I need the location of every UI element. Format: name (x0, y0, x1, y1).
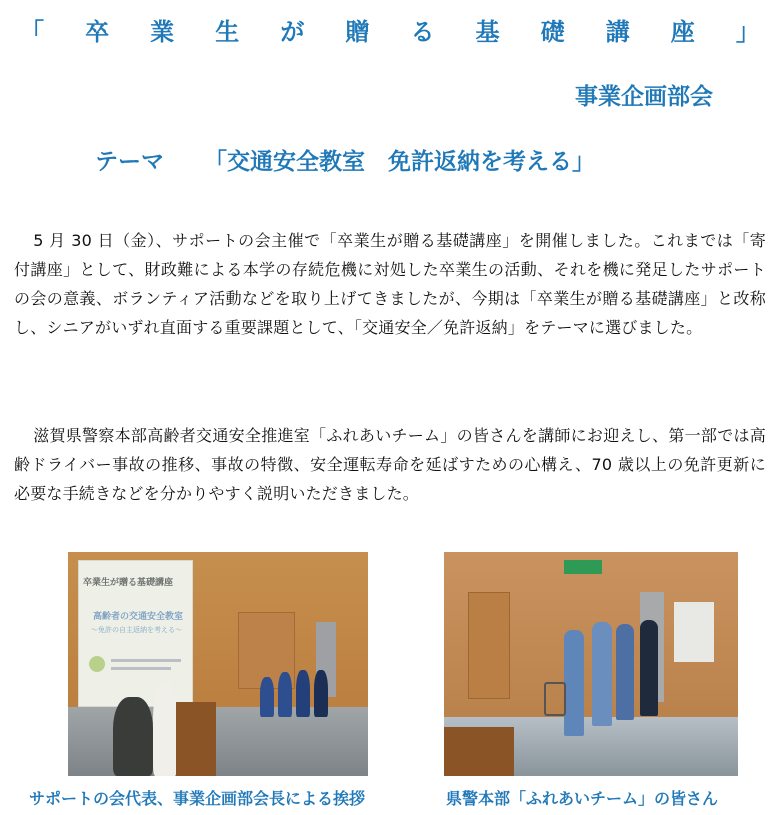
title-char: 」 (735, 18, 760, 46)
body-paragraph-1: 5 月 30 日（金）、サポートの会主催で「卒業生が贈る基礎講座」を開催しました。これまでは「寄付講座」として、財政難による本学の存続危機に対処した卒業生の活動、それを機に発足したサポートの会の意義、ボランティア活動などを取り上げてきましたが、今期は「卒業生が贈る基礎講座」と改称し、シニアがいずれ直面する重要課題として、「交通安全／免許返納」をテーマに選びました。 (14, 231, 766, 337)
photo-greeting (68, 552, 368, 776)
title-char: が (280, 18, 305, 46)
body-paragraph-2: 滋賀県警察本部高齢者交通安全推進室「ふれあいチーム」の皆さんを講師にお迎えし、第一部では高齢ドライバー事故の推移、事故の特徴、安全運転寿命を延ばすための心構え、70 歳以上の免許更新に必要な手続きなどを分かりやすく説明いただきました。 (14, 426, 766, 503)
title-char: 座 (670, 18, 695, 46)
department-name: 事業企画部会 (575, 84, 713, 110)
title-char: 贈 (345, 18, 370, 46)
title-char: 礎 (540, 18, 565, 46)
title-char: 卒 (85, 18, 110, 46)
title-char: 講 (605, 18, 630, 46)
page-title (20, 12, 760, 47)
theme-heading (95, 143, 595, 176)
photo-caption-1: サポートの会代表、事業企画部会長による挨拶 (29, 789, 366, 808)
title-char: る (410, 18, 435, 46)
title-char: 業 (150, 18, 175, 46)
screen-text: 卒業生が贈る基礎講座 (83, 578, 174, 588)
screen-text: 高齢者の交通安全教室 (93, 612, 184, 622)
title-char: 生 (215, 18, 240, 46)
title-char: 基 (475, 18, 500, 46)
theme-title: 「交通安全教室 免許返納を考える」 (204, 149, 595, 175)
projector-screen (78, 560, 193, 707)
photo-caption-2: 県警本部「ふれあいチーム」の皆さん (446, 789, 719, 808)
screen-text: 〜免許の自主返納を考える〜 (91, 626, 182, 634)
title-char: 「 (20, 18, 44, 46)
photo-team (444, 552, 738, 776)
theme-label: テーマ (95, 149, 164, 175)
